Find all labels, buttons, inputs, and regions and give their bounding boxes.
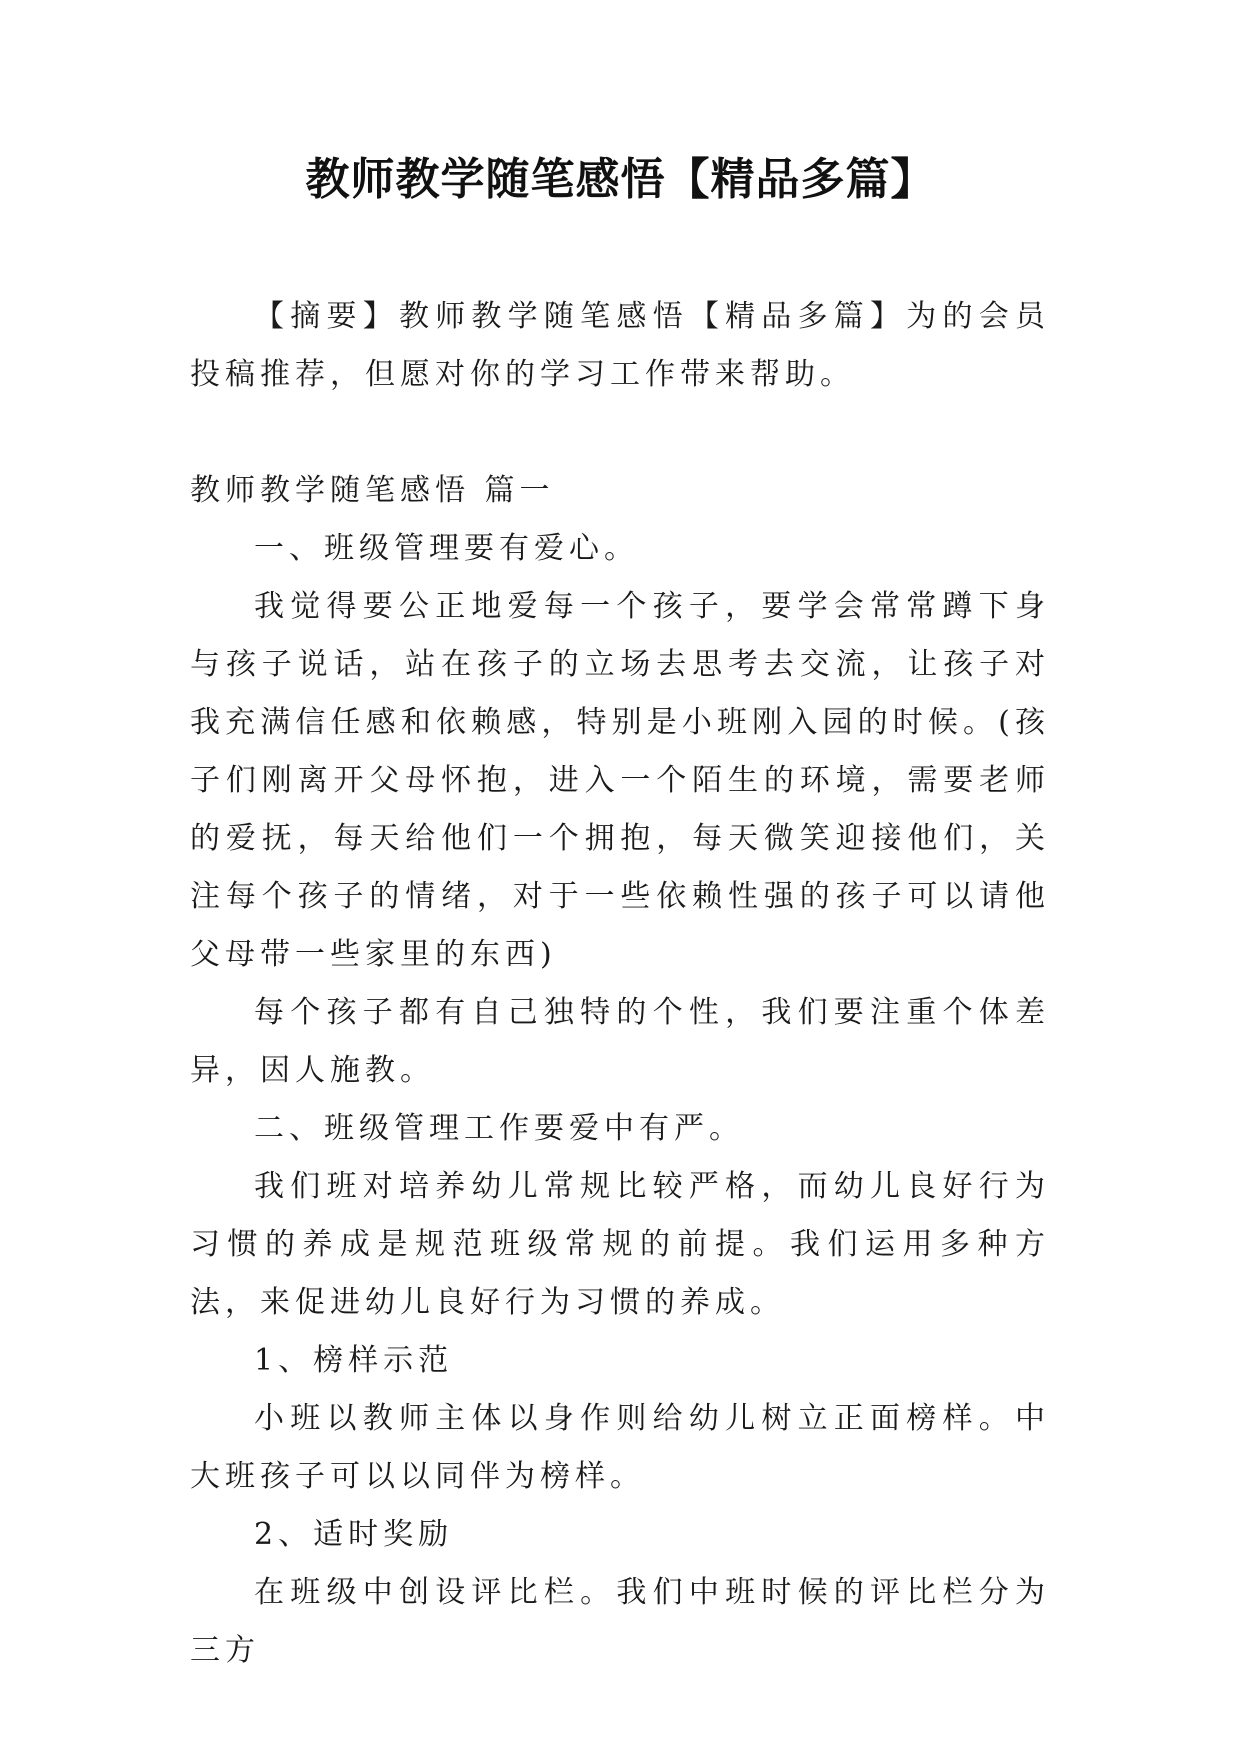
paragraph-4: 二、班级管理工作要爱中有严。	[254, 1111, 744, 1146]
abstract-paragraph: 【摘要】教师教学随笔感悟【精品多篇】为的会员投稿推荐，但愿对你的学习工作带来帮助。	[190, 299, 1050, 392]
paragraph-3: 每个孩子都有自己独特的个性，我们要注重个体差异，因人施教。	[190, 995, 1050, 1088]
paragraph-gap	[190, 404, 1050, 462]
paragraph-5: 我们班对培养幼儿常规比较严格，而幼儿良好行为习惯的养成是规范班级常规的前提。我们运用多种方法，来促进幼儿良好行为习惯的养成。	[190, 1169, 1050, 1320]
paragraph-9: 在班级中创设评比栏。我们中班时候的评比栏分为三方	[190, 1575, 1050, 1668]
document-title: 教师教学随笔感悟【精品多篇】	[305, 154, 936, 205]
paragraph-8: 2、适时奖励	[254, 1517, 454, 1552]
section-heading: 教师教学随笔感悟 篇一	[190, 473, 555, 508]
paragraph-7: 小班以教师主体以身作则给幼儿树立正面榜样。中大班孩子可以以同伴为榜样。	[190, 1401, 1050, 1494]
paragraph-6: 1、榜样示范	[254, 1343, 454, 1378]
paragraph-2: 我觉得要公正地爱每一个孩子，要学会常常蹲下身与孩子说话，站在孩子的立场去思考去交流，让孩子对我充满信任感和依赖感，特别是小班刚入园的时候。(孩子们刚离开父母怀抱，进入一个陌生的环境，需要老师的爱抚，每天给他们一个拥抱，每天微笑迎接他们，关注每个孩子的情绪，对于一些依赖性强的孩子可以请他父母带一些家里的东西)	[190, 589, 1050, 972]
document-body	[190, 288, 1050, 1680]
paragraph-1: 一、班级管理要有爱心。	[254, 531, 639, 566]
